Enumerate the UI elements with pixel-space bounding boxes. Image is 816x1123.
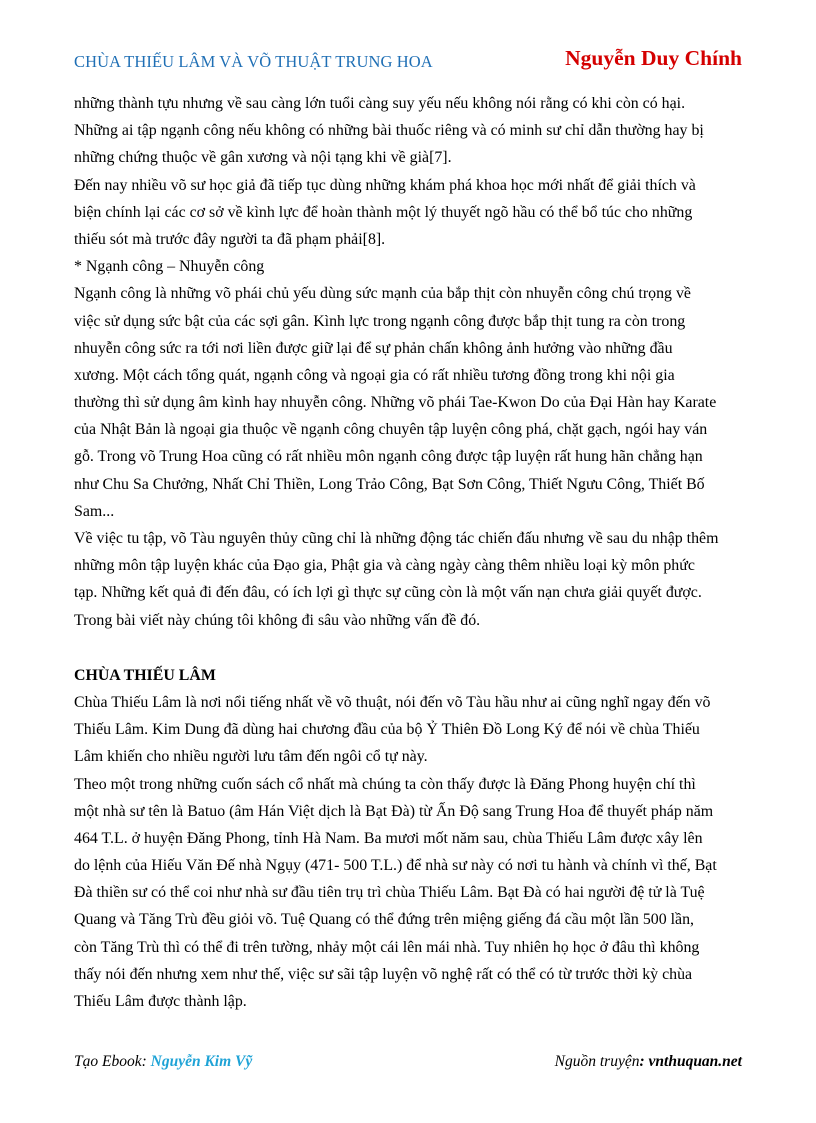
page-header — [74, 46, 742, 78]
section-line: một nhà sư tên là Batuo (âm Hán Việt dịch là Bạt Đà) từ Ấn Độ sang Trung Hoa để thuyết pháp năm — [74, 802, 714, 820]
section-line: Thiếu Lâm. Kim Dung đã dùng hai chương đầu của bộ Ỷ Thiên Đồ Long Ký để nói về chùa Thiếu — [74, 721, 700, 739]
body-line: nhuyễn công sức ra tới nơi liền được giữ lại để sự phản chấn không ảnh hưởng vào những đầu — [74, 339, 673, 357]
body-line: tạp. Những kết quả đi đến đâu, có ích lợi gì thực sự cũng còn là một vấn nạn chưa giải quyết được. — [74, 584, 702, 602]
section-line: còn Tăng Trù thì có thể đi trên tường, nhảy một cái lên mái nhà. Tuy nhiên họ học ở đâu thì không — [74, 938, 700, 956]
body-line: Sam... — [74, 502, 115, 520]
body-line: Đến nay nhiều võ sư học giả đã tiếp tục dùng những khám phá khoa học mới nhất để giải thích và — [74, 176, 696, 194]
body-line: Trong bài viết này chúng tôi không đi sâu vào những vấn đề đó. — [74, 611, 481, 629]
body-line: thường thì sử dụng âm kình hay nhuyễn công. Những võ phái Tae-Kwon Do của Đại Hàn hay Karate — [74, 394, 717, 412]
body-line: Những ai tập ngạnh công nếu không có những bài thuốc riêng và có minh sư chỉ dẫn thường hay bị — [74, 122, 704, 140]
body-line: xương. Một cách tổng quát, ngạnh công và ngoại gia có rất nhiều tương đồng trong khi nội gia — [74, 366, 675, 384]
source-label: Nguồn truyện — [554, 1053, 640, 1070]
body-line: gỗ. Trong võ Trung Hoa cũng có rất nhiều môn ngạnh công được tập luyện rất hung hãn chẳng hạn — [74, 448, 703, 466]
body-line: thiếu sót mà trước đây người ta đã phạm phải[8]. — [74, 230, 386, 248]
body-line: của Nhật Bản là ngoại gia thuộc về ngạnh công chuyên tập luyện công phá, chặt gạch, ngói hay ván — [74, 421, 708, 439]
section-line: thấy nói đến nhưng xem như thế, việc sư sãi tập luyện võ nghệ rất có thể có từ trước thời kỳ chùa — [74, 965, 693, 983]
page-footer — [74, 1053, 742, 1077]
body-line: Ngạnh công là những võ phái chủ yếu dùng sức mạnh của bắp thịt còn nhuyễn công chú trọng về — [74, 285, 691, 303]
section-heading: CHÙA THIẾU LÂM — [74, 666, 216, 684]
section-line: Quang và Tăng Trù đều giỏi võ. Tuệ Quang có thể đứng trên miệng giếng đá cầu một lần 500 lần, — [74, 911, 695, 929]
body-line: như Chu Sa Chưởng, Nhất Chỉ Thiền, Long Trảo Công, Bạt Sơn Công, Thiết Ngưu Công, Thiết Bố — [74, 475, 705, 493]
section-line: Chùa Thiếu Lâm là nơi nổi tiếng nhất về võ thuật, nói đến võ Tàu hầu như ai cũng nghĩ ngay đến võ — [74, 693, 711, 711]
ebook-label: Tạo Ebook — [74, 1053, 142, 1070]
source-credit — [555, 1053, 742, 1071]
ebook-name: Nguyễn Kim Vỹ — [150, 1053, 253, 1070]
body-line: những thành tựu nhưng về sau càng lớn tuổi càng suy yếu nếu không nói rằng có khi còn có hại. — [74, 95, 686, 112]
body-line: những chứng thuộc về gân xương và nội tạng khi về già[7]. — [74, 149, 452, 167]
section-line: 464 T.L. ở huyện Đăng Phong, tỉnh Hà Nam. Ba mươi mốt năm sau, chùa Thiếu Lâm được xây lên — [74, 829, 703, 847]
body-line: những môn tập luyện khác của Đạo gia, Phật gia và càng ngày càng thêm nhiều loại kỳ môn phức — [74, 557, 695, 575]
subheading: * Ngạnh công – Nhuyễn công — [74, 258, 265, 276]
section-line: Thiếu Lâm được thành lập. — [74, 993, 247, 1010]
body-line: biện chính lại các cơ sở về kình lực để hoàn thành một lý thuyết ngõ hầu có thể bổ túc cho những — [74, 203, 693, 221]
header-author: Nguyễn Duy Chính — [565, 46, 742, 70]
header-title: CHÙA THIẾU LÂM VÀ VÕ THUẬT TRUNG HOA — [74, 52, 433, 71]
source-site: vnthuquan.net — [648, 1053, 742, 1070]
section-line: Lâm khiến cho nhiều người lưu tâm đến ngôi cổ tự này. — [74, 748, 428, 766]
source-separator: : — [639, 1053, 645, 1070]
section-line: do lệnh của Hiếu Văn Đế nhà Ngụy (471- 500 T.L.) để nhà sư này có nơi tu hành và chính vì thế, Bạt — [74, 857, 717, 875]
body-line: Về việc tu tập, võ Tàu nguyên thủy cũng chỉ là những động tác chiến đấu nhưng về sau du nhập thêm — [74, 530, 719, 547]
section-line: Đà thiền sư có thể coi như nhà sư đầu tiên trụ trì chùa Thiếu Lâm. Bạt Đà có hai người đệ tử là Tuệ — [74, 884, 705, 902]
section-gap — [74, 634, 746, 662]
ebook-separator: : — [141, 1053, 147, 1070]
ebook-credit — [74, 1053, 252, 1071]
body-line: việc sử dụng sức bật của các sợi gân. Kình lực trong ngạnh công được bắp thịt tung ra còn trong — [74, 312, 686, 330]
section-line: Theo một trong những cuốn sách cổ nhất mà chúng ta còn thấy được là Đăng Phong huyện chí thì — [74, 775, 696, 793]
page-body — [74, 90, 746, 1015]
